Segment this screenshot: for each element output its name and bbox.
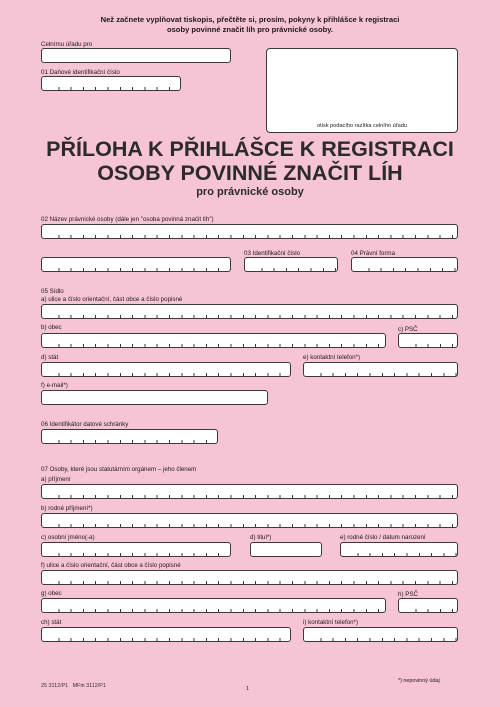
first-name-field[interactable] — [41, 542, 231, 557]
seat-heading: 05 Sídlo — [41, 288, 64, 295]
person-state-label: ch) stát — [41, 619, 62, 626]
seat-city-label: b) obec — [41, 324, 62, 331]
title-field[interactable] — [250, 542, 322, 557]
company-name-field[interactable] — [41, 224, 458, 239]
birth-number-label: e) rodné číslo / datum narození — [340, 534, 426, 541]
instructions: Než začnete vyplňovat tiskopis, přečtěte si, prosím, pokyny k přihlášce k registraci osoby povinné značit líh pro právnické osoby. — [100, 15, 400, 34]
seat-city-field[interactable] — [41, 333, 386, 348]
page-subtitle: pro právnické osoby — [196, 186, 304, 198]
seat-street-label: a) ulice a číslo orientační, část obce a číslo popisné — [41, 296, 183, 303]
legal-form-field[interactable] — [351, 257, 458, 272]
page-title-line1: PŘÍLOHA K PŘIHLÁŠCE K REGISTRACI — [46, 137, 454, 161]
footer-code: 25 3112/P1 MFin 3112/P1 — [41, 683, 106, 689]
footnote: *) nepovinný údaj — [398, 678, 440, 684]
tax-id-field[interactable] — [41, 76, 181, 91]
databox-field[interactable] — [41, 429, 218, 444]
tax-id-label: 01 Daňové identifikační číslo — [41, 69, 120, 76]
person-phone-label: i) kontaktní telefon*) — [303, 619, 359, 626]
person-city-label: g) obec — [41, 590, 62, 597]
person-street-label: f) ulice a číslo orientační, část obce a číslo popisné — [41, 562, 181, 569]
field-03-left[interactable] — [41, 257, 231, 272]
stamp-box — [266, 48, 458, 133]
seat-phone-field[interactable] — [303, 362, 458, 377]
legal-form-label: 04 Právní forma — [351, 250, 396, 257]
page-number: 1 — [246, 686, 250, 692]
stamp-caption: otisk podacího razítka celního úřadu — [317, 123, 407, 129]
databox-label: 06 Identifikátor datové schránky — [41, 421, 129, 428]
seat-state-label: d) stát — [41, 354, 59, 361]
person-street-field[interactable] — [41, 570, 458, 585]
company-name-label: 02 Název právnické osoby (dále jen "osoba povinná značit líh") — [41, 216, 214, 223]
seat-email-label: f) e-mail*) — [41, 382, 68, 389]
statutory-heading: 07 Osoby, které jsou statutárním orgánem – jeho členem — [41, 466, 197, 473]
person-zip-label: h) PSČ — [398, 591, 418, 598]
birth-number-field[interactable] — [340, 542, 458, 557]
office-field[interactable] — [41, 48, 231, 63]
title-label: d) titul*) — [250, 534, 272, 541]
seat-zip-label: c) PSČ — [398, 326, 418, 333]
person-city-field[interactable] — [41, 598, 386, 613]
birth-surname-field[interactable] — [41, 513, 458, 528]
seat-street-field[interactable] — [41, 304, 458, 319]
surname-field[interactable] — [41, 484, 458, 499]
seat-phone-label: e) kontaktní telefon*) — [303, 354, 361, 361]
seat-state-field[interactable] — [41, 362, 291, 377]
first-name-label: c) osobní jméno(-a) — [41, 534, 95, 541]
person-state-field[interactable] — [41, 627, 291, 642]
ico-field[interactable] — [244, 257, 338, 272]
seat-email-field[interactable] — [41, 390, 268, 405]
seat-zip-field[interactable] — [398, 333, 458, 348]
ico-label: 03 Identifikační číslo — [244, 250, 301, 257]
person-zip-field[interactable] — [398, 598, 458, 613]
surname-label: a) příjmení — [41, 476, 71, 483]
page-title-line2: OSOBY POVINNÉ ZNAČIT LÍH — [97, 161, 403, 185]
person-phone-field[interactable] — [303, 627, 458, 642]
birth-surname-label: b) rodné příjmení*) — [41, 505, 93, 512]
office-label: Celnímu úřadu pro — [41, 41, 93, 48]
